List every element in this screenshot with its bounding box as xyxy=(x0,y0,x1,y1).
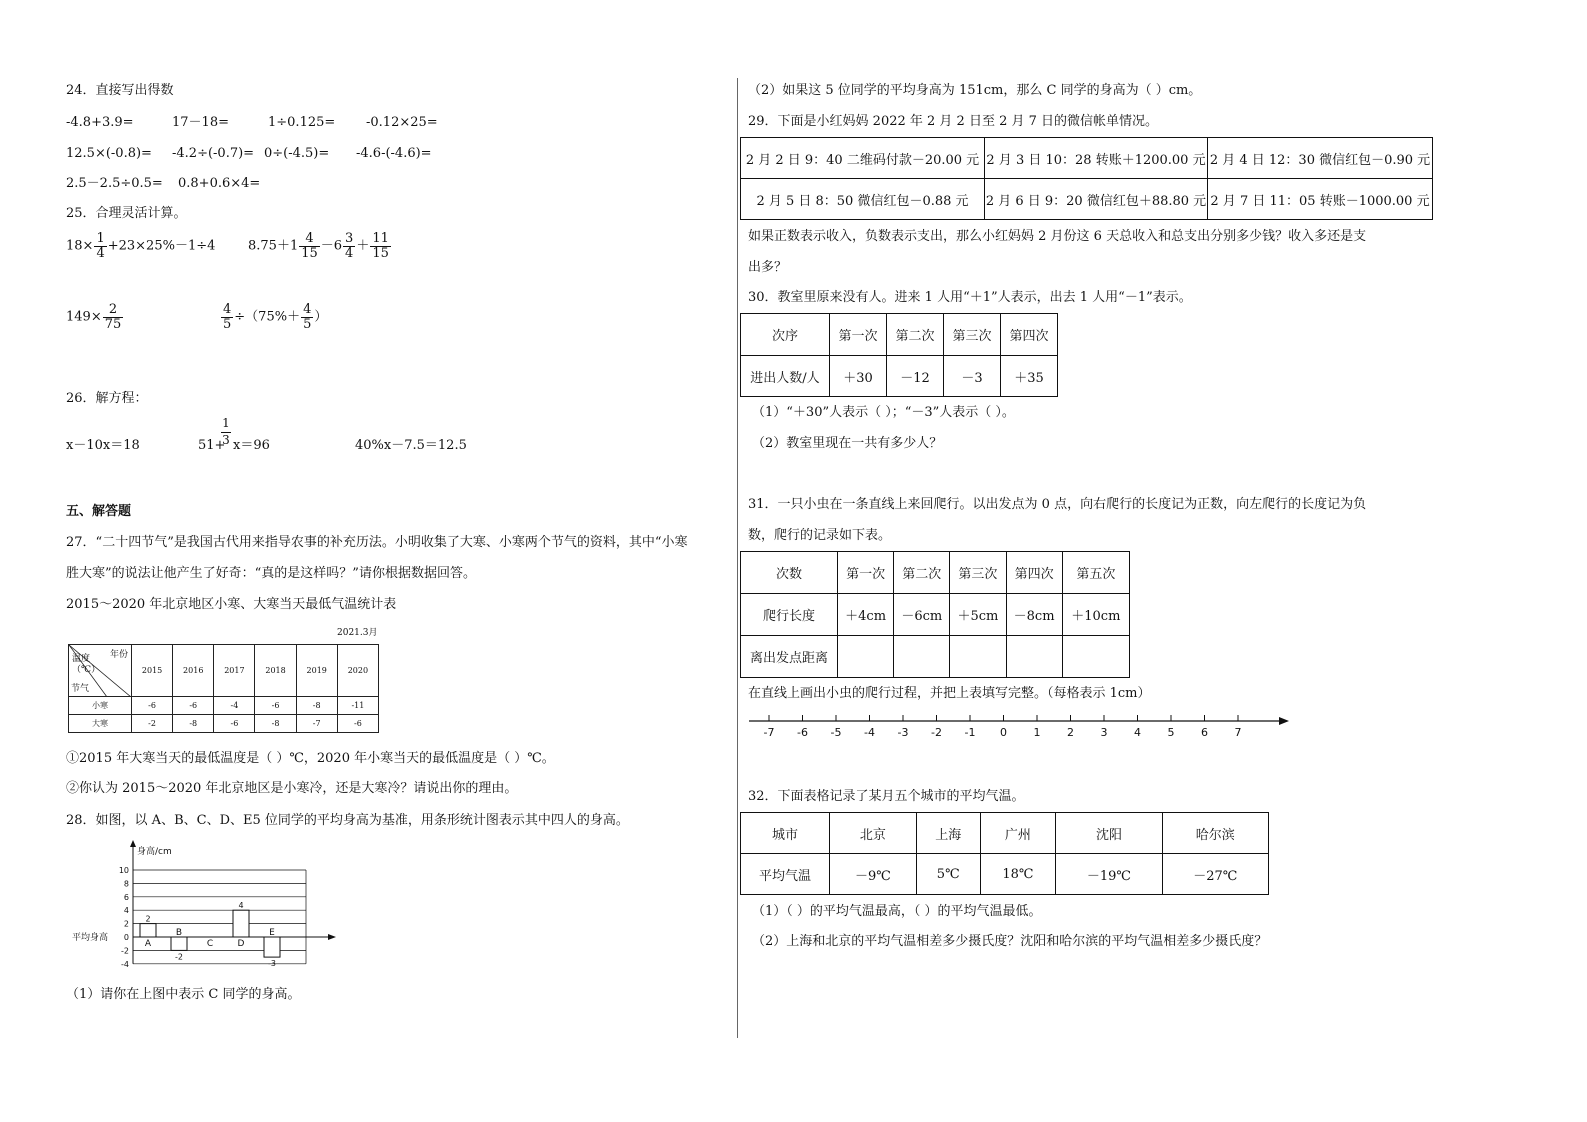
number-line-label: 2 xyxy=(1067,726,1074,739)
table-cell: 广州 xyxy=(980,813,1056,854)
year-2015: 2015 xyxy=(132,645,173,697)
table-cell: 第二次 xyxy=(887,314,944,356)
table-cell: ＋4cm xyxy=(838,594,894,636)
q27-table-title: 2015～2020 年北京地区小寒、大寒当天最低气温统计表 xyxy=(66,597,397,612)
table-cell: 2 月 7 日 11：05 转账－1000.00 元 xyxy=(1208,179,1433,220)
y-tick-label: 6 xyxy=(123,892,129,902)
diagonal-header-cell xyxy=(69,645,132,697)
corner-unit-label: （℃） xyxy=(72,665,101,675)
table-cell: －19℃ xyxy=(1056,854,1162,895)
q26-eq1: x－10x＝18 xyxy=(66,438,140,453)
arrow-right-icon xyxy=(1279,717,1289,725)
q27-sub2: ②你认为 2015～2020 年北京地区是小寒冷，还是大寒冷？请说出你的理由。 xyxy=(66,781,518,796)
q30-title: 30．教室里原来没有人。进来 1 人用“＋1”人表示，出去 1 人用“－1”表示。 xyxy=(748,290,1192,305)
q25-expr1: 18× $\frac{1}{4}$ +23×25%－1÷4 xyxy=(66,231,216,261)
number-line-label: 1 xyxy=(1033,726,1041,739)
table-cell: 爬行长度 xyxy=(741,594,838,636)
number-line-label: -1 xyxy=(964,726,976,739)
year-2018: 2018 xyxy=(255,645,296,697)
table-cell: -6 xyxy=(173,697,214,715)
classroom-table xyxy=(740,313,1058,397)
table-cell: 城市 xyxy=(741,813,830,854)
year-2020: 2020 xyxy=(337,645,378,697)
table-cell: 沈阳 xyxy=(1056,813,1162,854)
table-cell: 平均气温 xyxy=(741,854,830,895)
q27-line2: 胜大寒”的说法让他产生了好奇：“真的是这样吗？”请你根据数据回答。 xyxy=(66,566,476,581)
q28-line1: 28．如图，以 A、B、C、D、E5 位同学的平均身高为基准，用条形统计图表示其中四人的身高。 xyxy=(66,813,629,828)
answer-blank[interactable] xyxy=(838,636,894,678)
table-cell: 第五次 xyxy=(1062,552,1129,594)
fraction: $\frac{4}{5}$ xyxy=(223,302,232,332)
table-cell: -6 xyxy=(255,697,296,715)
q25-title: 25．合理灵活计算。 xyxy=(66,206,187,221)
year-2019: 2019 xyxy=(296,645,337,697)
q31-instruction: 在直线上画出小虫的爬行过程，并把上表填写完整。（每格表示 1cm） xyxy=(748,686,1151,701)
bar-B xyxy=(171,937,187,950)
q25-expr2: 8.75＋1 $\frac{4}{15}$ －6 $\frac{3}{4}$ ＋ $\frac{11}{15}$ xyxy=(248,231,389,261)
table-cell: 2 月 2 日 9：40 二维码付款－20.00 元 xyxy=(741,138,985,179)
table-cell: -6 xyxy=(214,715,255,733)
fraction: $\frac{2}{75}$ xyxy=(104,302,122,332)
y-tick-label: -2 xyxy=(121,946,129,956)
bar-D xyxy=(233,910,249,937)
answer-blank[interactable] xyxy=(950,636,1006,678)
table-cell: 上海 xyxy=(916,813,980,854)
q24-r1-c4: -0.12×25= xyxy=(366,115,438,130)
y-tick-label: 0 xyxy=(123,933,129,942)
number-line-label: -4 xyxy=(864,726,875,739)
q24-r3-c1: 2.5－2.5÷0.5= xyxy=(66,176,163,191)
table-row xyxy=(741,854,1269,895)
q24-r2-c4: -4.6-(-4.6)= xyxy=(356,146,432,161)
baseline-label: 平均身高 xyxy=(72,933,109,943)
number-line-label: -7 xyxy=(763,726,775,739)
corner-term-label: 节气 xyxy=(71,684,90,694)
q24-title: 24．直接写出得数 xyxy=(66,83,174,98)
number-line-label: 7 xyxy=(1234,726,1242,739)
table-cell: 次序 xyxy=(741,314,830,356)
q29-line1: 如果正数表示收入，负数表示支出，那么小红妈妈 2 月份这 6 天总收入和总支出分别多少钱？收入多还是支 xyxy=(748,229,1367,244)
arrow-up-icon xyxy=(130,840,136,847)
table-cell: -8 xyxy=(296,697,337,715)
q27-sub1: ①2015 年大寒当天的最低温度是（ ）℃，2020 年小寒当天的最低温度是（ ）℃。 xyxy=(66,751,555,766)
q32-sub2: （2）上海和北京的平均气温相差多少摄氏度？沈阳和哈尔滨的平均气温相差多少摄氏度？ xyxy=(752,934,1268,949)
bar-A xyxy=(140,924,156,937)
table-cell: -6 xyxy=(337,715,378,733)
category-label-A: A xyxy=(144,939,152,949)
q29-title: 29．下面是小红妈妈 2022 年 2 月 2 日至 2 月 7 日的微信帐单情况。 xyxy=(748,114,1159,129)
q24-r2-c2: -4.2÷(-0.7)= xyxy=(172,146,255,161)
table-cell: -8 xyxy=(255,715,296,733)
table-row xyxy=(741,138,1433,179)
answer-blank[interactable] xyxy=(894,636,950,678)
fraction: $\frac{3}{4}$ xyxy=(345,231,354,261)
y-tick-label: -4 xyxy=(121,959,129,969)
table-cell: -2 xyxy=(132,715,173,733)
table-cell: -4 xyxy=(214,697,255,715)
table-cell: 5℃ xyxy=(916,854,980,895)
table-cell: 第三次 xyxy=(950,552,1006,594)
fraction: $\frac{11}{15}$ xyxy=(372,231,389,261)
category-label-B: B xyxy=(175,928,183,938)
q25-expr3: 149× $\frac{2}{75}$ xyxy=(66,302,122,332)
table-cell: ＋35 xyxy=(1001,356,1058,397)
q24-r2-c1: 12.5×(-0.8)= xyxy=(66,146,152,161)
temperature-table xyxy=(68,644,379,733)
q24-r1-c3: 1÷0.125= xyxy=(268,115,336,130)
y-tick-label: 8 xyxy=(123,879,129,889)
number-line-label: 4 xyxy=(1134,726,1141,739)
number-line-label: -2 xyxy=(931,726,942,739)
q26-title: 26．解方程： xyxy=(66,391,148,406)
table-cell: 第四次 xyxy=(1001,314,1058,356)
row-label: 大寒 xyxy=(69,715,132,733)
q28-sub1: （1）请你在上图中表示 C 同学的身高。 xyxy=(66,987,301,1002)
number-line-label: 3 xyxy=(1100,726,1108,739)
row-label: 小寒 xyxy=(69,697,132,715)
table-cell: －27℃ xyxy=(1162,854,1268,895)
table-row xyxy=(741,314,1058,356)
city-temperature-table xyxy=(740,812,1269,895)
y-tick-label: 4 xyxy=(123,906,129,916)
table-cell: －8cm xyxy=(1006,594,1062,636)
bar-E xyxy=(264,937,280,957)
table-cell: 进出人数/人 xyxy=(741,356,830,397)
y-axis-label: 身高/cm xyxy=(137,847,172,857)
q24-r2-c3: 0÷(-4.5)= xyxy=(264,146,330,161)
table-cell: ＋10cm xyxy=(1062,594,1129,636)
table-row xyxy=(69,715,379,733)
table-cell: 哈尔滨 xyxy=(1162,813,1268,854)
q24-r1-c2: 17－18= xyxy=(172,115,229,130)
arrow-right-icon xyxy=(328,934,336,940)
table-cell: 北京 xyxy=(830,813,917,854)
table-row xyxy=(69,697,379,715)
q26-eq2a: 51+ xyxy=(198,438,226,453)
number-line-label: 6 xyxy=(1201,726,1208,739)
table-cell: 第四次 xyxy=(1006,552,1062,594)
bar-value-label: -2 xyxy=(175,952,183,962)
q29-line2: 出多？ xyxy=(748,260,788,275)
number-line-label: -5 xyxy=(830,726,842,739)
table-cell: ＋5cm xyxy=(950,594,1006,636)
q32-sub1: （1）（ ）的平均气温最高，（ ）的平均气温最低。 xyxy=(752,904,1042,919)
number-line-label: 0 xyxy=(1000,726,1007,739)
height-bar-chart xyxy=(66,838,356,978)
q31-line1: 31．一只小虫在一条直线上来回爬行。以出发点为 0 点，向右爬行的长度记为正数，向左爬行的长度记为负 xyxy=(748,497,1367,512)
fraction: $\frac{1}{4}$ xyxy=(96,231,105,261)
y-tick-label: 10 xyxy=(118,866,129,875)
answer-blank[interactable] xyxy=(1006,636,1062,678)
category-label-D: D xyxy=(237,939,245,949)
q26-eq3: 40%x－7.5＝12.5 xyxy=(355,438,467,453)
number-line-label: -3 xyxy=(897,726,909,739)
table-cell: 2 月 6 日 9：20 微信红包＋88.80 元 xyxy=(985,179,1208,220)
q30-sub2: （2）教室里现在一共有多少人？ xyxy=(752,436,943,451)
wechat-bill-table xyxy=(740,137,1433,220)
table-cell: 2 月 3 日 10：28 转账＋1200.00 元 xyxy=(985,138,1208,179)
q26-eq2-num: 1 xyxy=(222,416,230,430)
bar-value-label: 4 xyxy=(238,901,244,911)
y-tick-label: 2 xyxy=(123,919,129,929)
fraction: $\frac{4}{15}$ xyxy=(301,231,318,261)
bar-value-label: 2 xyxy=(145,914,151,924)
table-cell: －3 xyxy=(944,356,1001,397)
table-row xyxy=(741,552,1130,594)
table-cell: -7 xyxy=(296,715,337,733)
q24-r3-c2: 0.8+0.6×4= xyxy=(178,176,261,191)
table-cell: －12 xyxy=(887,356,944,397)
category-label-C: C xyxy=(206,939,214,949)
table-cell: 第三次 xyxy=(944,314,1001,356)
table-cell: 次数 xyxy=(741,552,838,594)
table-cell: ＋30 xyxy=(830,356,887,397)
q25-expr4: $\frac{4}{5}$ ÷（75%＋ $\frac{4}{5}$ ） xyxy=(223,302,328,332)
column-divider xyxy=(737,78,738,1038)
q26-eq2b: x＝96 xyxy=(233,438,270,453)
section-5-heading: 五、解答题 xyxy=(66,504,132,519)
table-cell: 第二次 xyxy=(894,552,950,594)
number-line xyxy=(745,710,1295,744)
year-2016: 2016 xyxy=(173,645,214,697)
table-row xyxy=(741,356,1058,397)
category-label-E: E xyxy=(269,928,275,938)
table-cell: －9℃ xyxy=(830,854,917,895)
answer-blank[interactable] xyxy=(1062,636,1129,678)
q24-r1-c1: -4.8+3.9= xyxy=(66,115,134,130)
table-row xyxy=(741,813,1269,854)
table-cell: -6 xyxy=(132,697,173,715)
table-row xyxy=(741,594,1130,636)
table-cell: 2 月 4 日 12：30 微信红包－0.90 元 xyxy=(1208,138,1433,179)
table-cell: －6cm xyxy=(894,594,950,636)
bar-value-label: -3 xyxy=(268,959,276,969)
table-cell: 离出发点距离 xyxy=(741,636,838,678)
corner-year-label: 年份 xyxy=(109,650,128,660)
table-cell: -11 xyxy=(337,697,378,715)
q28-sub2: （2）如果这 5 位同学的平均身高为 151cm，那么 C 同学的身高为（ ）cm。 xyxy=(748,83,1202,98)
fraction: $\frac{4}{5}$ xyxy=(303,302,312,332)
q32-title: 32．下面表格记录了某月五个城市的平均气温。 xyxy=(748,789,1025,804)
q31-line2: 数，爬行的记录如下表。 xyxy=(748,528,892,543)
number-line-label: 5 xyxy=(1167,726,1175,739)
table-row xyxy=(741,636,1130,678)
crawl-table xyxy=(740,551,1130,678)
table-cell: -8 xyxy=(173,715,214,733)
table-cell: 第一次 xyxy=(838,552,894,594)
table-cell: 2 月 5 日 8：50 微信红包－0.88 元 xyxy=(741,179,985,220)
table-cell: 18℃ xyxy=(980,854,1056,895)
q30-sub1: （1）“＋30”人表示（ ）；“－3”人表示（ ）。 xyxy=(752,405,1015,420)
q27-table-date: 2021.3月 xyxy=(337,628,378,638)
year-2017: 2017 xyxy=(214,645,255,697)
q27-line1: 27．“二十四节气”是我国古代用来指导农事的补充历法。小明收集了大寒、小寒两个节气的资料，其中“小寒 xyxy=(66,535,688,550)
q26-eq2-den: 3 xyxy=(222,433,230,447)
number-line-label: -6 xyxy=(797,726,808,739)
table-cell: 第一次 xyxy=(830,314,887,356)
table-row xyxy=(741,179,1433,220)
corner-temp-label: 温度 xyxy=(72,654,91,664)
